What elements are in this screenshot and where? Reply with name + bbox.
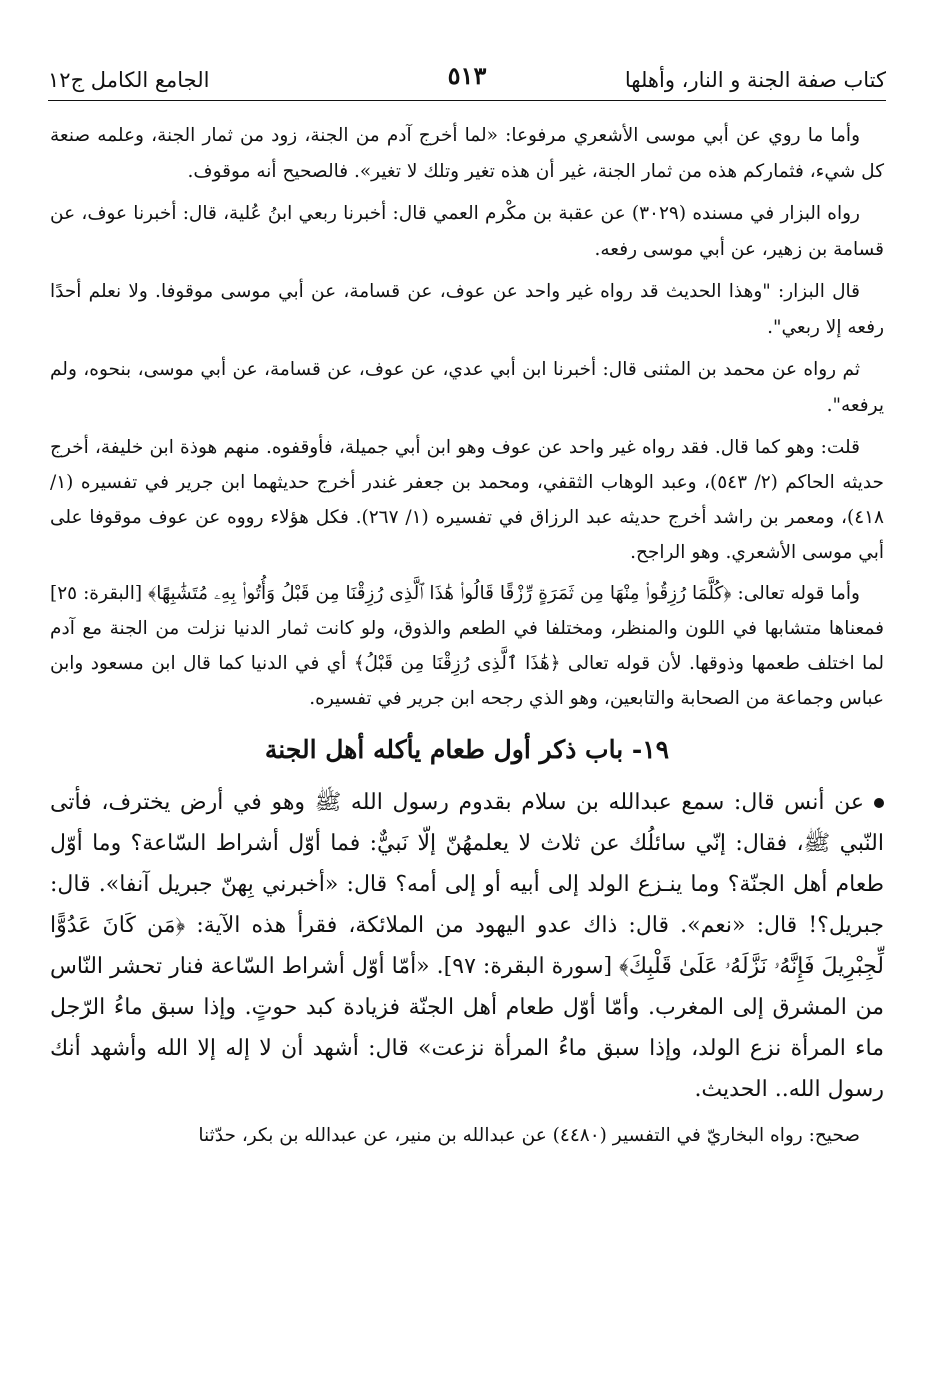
paragraph-quran-commentary: وأما قوله تعالى: ﴿كُلَّمَا رُزِقُوا۟ مِنْهَا مِن ثَمَرَةٍ رِّزْقًا قَالُوا۟ هَٰذَا ٱلَّذِى رُزِقْنَا مِن قَبْلُ وَأُتُوا۟ بِهِۦ مُتَشَٰبِهًا﴾ [البقرة: ٢٥] فمعناها متشابها في اللون والمنظر، ومختلفا في الطعم والذوق، ولو كانت ثمار الدنيا نزلت من الجنة مع آدم لما اختلف طعمها وذوقها. لأن قوله تعالى ﴿هَٰذَا ٱلَّذِى رُزِقْنَا مِن قَبْلُ﴾ أي في الدنيا كما قال ابن مسعود وابن عباس وجماعة من الصحابة والتابعين، وهو الذي رجحه ابن جرير في تفسيره.	[50, 583, 884, 709]
book-title: الجامع الكامل ج١٢	[48, 68, 210, 92]
hadith-grading: صحيح: رواه البخاريّ في التفسير (٤٤٨٠) عن عبدالله بن منير، عن عبدالله بن بكر، حدّثنا	[198, 1125, 860, 1146]
paragraph-author-note: قلت: وهو كما قال. فقد رواه غير واحد عن عوف وهو ابن أبي جميلة، فأوقفوه. منهم هوذة ابن خليفة، أخرج حديثه الحاكم (٢/ ٥٤٣)، وعبد الوهاب الثقفي، ومحمد بن جعفر غندر أخرج حديثهما ابن جرير في تفسيره (١/ ٤١٨)، ومعمر بن راشد أخرج حديثه عبد الرزاق في تفسيره (١/ ٢٦٧). فكل هؤلاء رووه عن عوف موقوفا على أبي موسى الأشعري. وهو الراجح.	[50, 437, 884, 563]
page-number: ٥١٣	[447, 61, 487, 90]
paragraph-ibn-muthanna: ثم رواه عن محمد بن المثنى قال: أخبرنا ابن أبي عدي، عن عوف، عن قسامة، عن أبي موسى، بنحوه، ولم يرفعه".	[50, 359, 884, 416]
paragraph-bazzar-narration: رواه البزار في مسنده (٣٠٢٩) عن عقبة بن مكْرم العمي قال: أخبرنا ربعي ابنُ عُلية، قال: أخبرنا عوف، عن قسامة بن زهير، عن أبي موسى رفعه.	[50, 203, 884, 260]
header-divider	[48, 100, 886, 101]
chapter-title: كتاب صفة الجنة و النار، وأهلها	[624, 68, 886, 92]
paragraph-bazzar-comment: قال البزار: "وهذا الحديث قد رواه غير واحد عن عوف، عن قسامة، عن أبي موسى موقوفا. ولا نعلم أحدًا رفعه إلا ربعي".	[50, 281, 884, 338]
page-body	[50, 118, 884, 1154]
hadith-body: عن أنس قال: سمع عبدالله بن سلام بقدوم رسول الله ﷺ وهو في أرض يخترف، فأتى النّبي ﷺ، فقال: إنّي سائلُك عن ثلاث لا يعلمهُنّ إلّا نَبيٌّ: فما أوّل أشراط السّاعة؟ وما أوّل طعام أهل الجنّة؟ وما ينـزع الولد إلى أبيه أو إلى أمه؟ قال: «أخبرني بِهنّ جبريل آنفا». قال: جبريل؟! قال: «نعم». قال: ذاك عدو اليهود من الملائكة، فقرأ هذه الآية: ﴿مَن كَانَ عَدُوًّا لِّجِبْرِيلَ فَإِنَّهُۥ نَزَّلَهُۥ عَلَىٰ قَلْبِكَ﴾ [سورة البقرة: ٩٧]. «أمّا أوّل أشراط السّاعة فنار تحشر النّاس من المشرق إلى المغرب. وأمّا أوّل طعام أهل الجنّة فزيادة كبد حوتٍ. وإذا سبق ماءُ الرّجل ماء المرأة نزع الولد، وإذا سبق ماءُ المرأة نزعت» قال: أشهد أن لا إله إلا الله وأشهد أنك رسول الله.. الحديث.	[50, 790, 885, 1102]
paragraph-abu-musa-report: وأما ما روي عن أبي موسى الأشعري مرفوعا: «لما أخرج آدم من الجنة، زود من ثمار الجنة، وعلمه صنعة كل شيء، فثماركم هذه من ثمار الجنة، غير أن هذه تغير وتلك لا تغير». فالصحيح أنه موقوف.	[50, 125, 884, 182]
section-heading: ١٩- باب ذكر أول طعام يأكله أهل الجنة	[264, 735, 670, 764]
bullet-icon	[874, 798, 884, 808]
page-header	[48, 52, 886, 92]
hadith-text	[50, 782, 884, 1110]
